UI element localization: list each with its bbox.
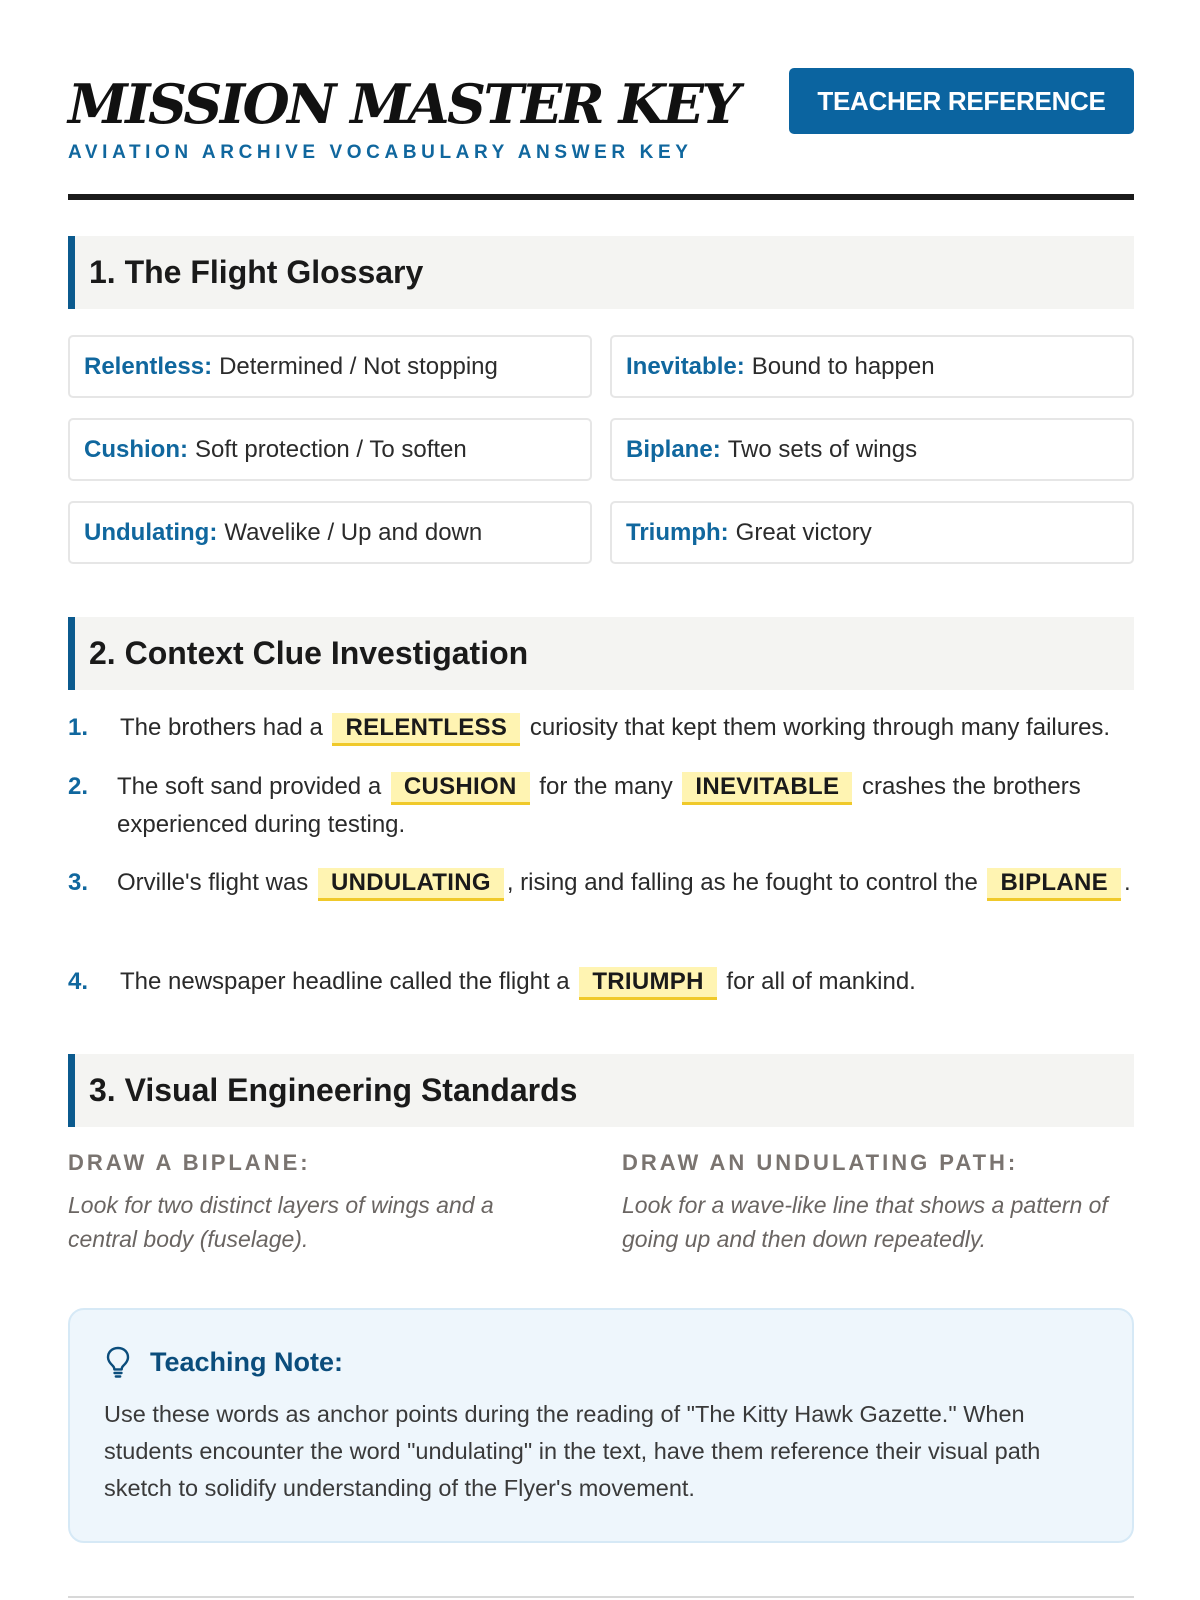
glossary-term: Inevitable (626, 352, 737, 380)
glossary-item-triumph: Triumph : Great victory (610, 501, 1134, 564)
visual-standard-label: DRAW A BIPLANE: (68, 1150, 311, 1175)
answer-highlight: CUSHION (391, 772, 530, 805)
header (68, 68, 1134, 200)
section-glossary-heading (68, 236, 1134, 309)
glossary-definition: Soft protection / To soften (195, 435, 467, 463)
glossary-definition: Great victory (735, 518, 872, 546)
glossary-item-biplane: Biplane : Two sets of wings (610, 418, 1134, 481)
answer-highlight: TRIUMPH (579, 967, 716, 1000)
glossary-term: Triumph (626, 518, 721, 546)
context-question: 3. Orville's flight was UNDULATING , rising and falling as he fought to control the BIPLANE . (68, 864, 1134, 902)
teaching-note-title: Teaching Note: (150, 1346, 344, 1377)
glossary-term: Undulating (84, 518, 210, 546)
glossary-term: Relentless (84, 352, 205, 380)
answer-highlight: UNDULATING (318, 868, 504, 901)
teacher-reference-button[interactable]: TEACHER REFERENCE (789, 68, 1134, 134)
teaching-note-body: Use these words as anchor points during the reading of "The Kitty Hawk Gazette." When students encounter the word "undulating" in the text, have them reference their visual path sketch to solidify understanding of the Flyer's movement. (104, 1401, 1041, 1501)
visual-standard-label: DRAW AN UNDULATING PATH: (622, 1150, 1019, 1175)
section-visual-heading (68, 1054, 1134, 1127)
teaching-note (68, 1308, 1134, 1543)
answer-highlight: RELENTLESS (332, 713, 520, 746)
answer-highlight: INEVITABLE (682, 772, 852, 805)
glossary-definition: Determined / Not stopping (219, 352, 498, 380)
glossary-item-relentless: Relentless : Determined / Not stopping (68, 335, 592, 398)
context-question: 1. The brothers had a RELENTLESS curiosity that kept them working through many failures. (68, 709, 1134, 747)
glossary-item-inevitable: Inevitable : Bound to happen (610, 335, 1134, 398)
glossary-definition: Two sets of wings (727, 435, 918, 463)
lightbulb-icon (104, 1345, 132, 1379)
glossary-definition: Bound to happen (751, 352, 935, 380)
header-divider (68, 194, 1134, 200)
question-number: 1. (68, 714, 89, 741)
visual-standard-biplane (68, 1150, 568, 1256)
footer-divider (68, 1596, 1134, 1598)
glossary-definition: Wavelike / Up and down (224, 518, 483, 546)
context-question: 2. The soft sand provided a CUSHION for the many INEVITABLE crashes the brothers experienced during testing. (68, 768, 1134, 844)
section-context-heading (68, 617, 1134, 690)
page-subtitle: AVIATION ARCHIVE VOCABULARY ANSWER KEY (68, 142, 693, 163)
visual-standard-undulating-path (622, 1150, 1134, 1256)
question-number: 4. (68, 968, 89, 995)
section-visual-title: 3. Visual Engineering Standards (89, 1072, 578, 1108)
visual-standard-description: Look for two distinct layers of wings and a central body (fuselage). (68, 1192, 494, 1252)
glossary-item-undulating: Undulating : Wavelike / Up and down (68, 501, 592, 564)
visual-standard-description: Look for a wave-like line that shows a pattern of going up and then down repeatedly. (622, 1192, 1108, 1252)
glossary-term: Biplane (626, 435, 713, 463)
glossary-term: Cushion (84, 435, 180, 463)
section-context-title: 2. Context Clue Investigation (89, 635, 529, 671)
glossary-item-cushion: Cushion : Soft protection / To soften (68, 418, 592, 481)
section-glossary-title: 1. The Flight Glossary (89, 254, 424, 290)
question-number: 3. (68, 869, 89, 896)
question-number: 2. (68, 773, 89, 800)
page-title: MISSION MASTER KEY (68, 72, 738, 136)
answer-highlight: BIPLANE (987, 868, 1120, 901)
context-question: 4. The newspaper headline called the flight a TRIUMPH for all of mankind. (68, 963, 1134, 1001)
